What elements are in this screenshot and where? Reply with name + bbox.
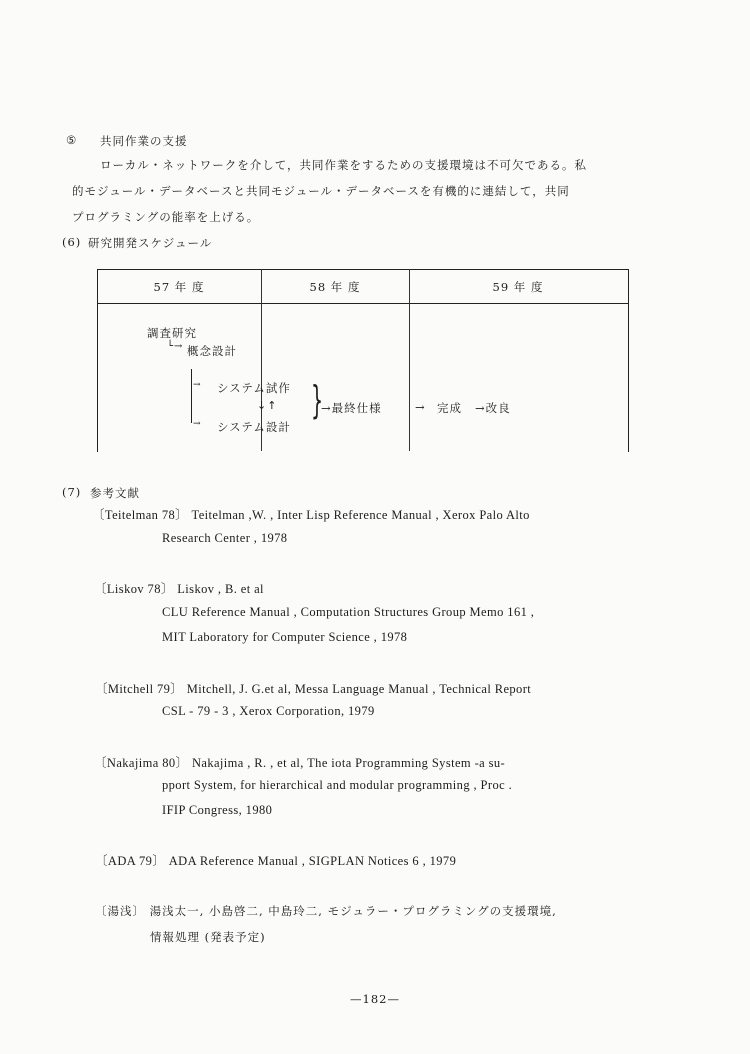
section-5-title: 共同作業の支援: [100, 134, 188, 148]
arrow-right-icon: →: [193, 380, 202, 390]
complete-item: 完成: [437, 401, 462, 415]
reference-liskov-line-3: MIT Laboratory for Computer Science , 1978: [162, 630, 408, 644]
year-59-header: 59 年 度: [492, 280, 544, 294]
brace-icon: }: [311, 378, 324, 422]
page-number: —182—: [350, 992, 400, 1006]
reference-nakajima-line-1: 〔Nakajima 80〕 Nakajima , R. , et al, The iota Programming System -a su-: [94, 756, 506, 770]
section-6-number: (6): [62, 235, 82, 249]
reference-yuasa-line-2: 情報処理 (発表予定): [150, 930, 266, 944]
reference-nakajima-line-3: IFIP Congress, 1980: [162, 803, 273, 817]
section-7-number: (7): [62, 485, 82, 499]
up-down-arrows-icon: ↓↑: [257, 399, 278, 412]
improve-item: →改良: [475, 401, 511, 415]
section-5-line-2: 的モジュール・データベースと共同モジュール・データベースを有機的に連結して，共同: [72, 184, 570, 198]
schedule-frame: [97, 269, 629, 452]
schedule-column-divider-2: [409, 269, 410, 451]
hook-arrow-icon: └→: [167, 341, 184, 352]
reference-mitchell-line-2: CSL - 79 - 3 , Xerox Corporation, 1979: [162, 704, 375, 718]
arrow-to-complete-icon: →: [415, 400, 426, 414]
section-5-line-3: プログラミングの能率を上げる。: [72, 210, 260, 224]
reference-yuasa-line-1: 〔湯浅〕 湯浅太一, 小島啓二, 中島玲二, モジュラー・プログラミングの支援環境,: [95, 904, 557, 918]
tree-connector: [191, 369, 192, 423]
reference-nakajima-line-2: pport System, for hierarchical and modular programming , Proc .: [162, 778, 513, 792]
section-5-line-1: ローカル・ネットワークを介して，共同作業をするための支援環境は不可欠である。私: [100, 158, 588, 172]
system-design-item: システム設計: [217, 420, 291, 434]
schedule-header-divider: [97, 303, 629, 304]
reference-teitelman-line-1: 〔Teitelman 78〕 Teitelman ,W. , Inter Lisp Reference Manual , Xerox Palo Alto: [92, 508, 530, 522]
year-57-header: 57 年 度: [153, 280, 205, 294]
final-spec-item: →最終仕様: [321, 401, 382, 415]
reference-liskov-line-1: 〔Liskov 78〕 Liskov , B. et al: [94, 582, 264, 596]
reference-mitchell-line-1: 〔Mitchell 79〕 Mitchell, J. G.et al, Messa Language Manual , Technical Report: [95, 682, 532, 696]
schedule-table: [97, 269, 629, 453]
reference-teitelman-line-2: Research Center , 1978: [162, 531, 288, 545]
survey-item: 調査研究: [147, 326, 197, 340]
year-58-header: 58 年 度: [309, 280, 361, 294]
reference-liskov-line-2: CLU Reference Manual , Computation Structures Group Memo 161 ,: [162, 605, 535, 619]
system-prototype-item: システム試作: [217, 381, 291, 395]
section-7-title: 参考文献: [90, 486, 140, 500]
concept-design-item: 概念設計: [187, 344, 237, 358]
section-5-number: ⑤: [66, 133, 78, 147]
arrow-right-icon: →: [193, 419, 202, 429]
reference-ada-line-1: 〔ADA 79〕 ADA Reference Manual , SIGPLAN Notices 6 , 1979: [95, 854, 457, 868]
section-6-title: 研究開発スケジュール: [88, 236, 213, 250]
